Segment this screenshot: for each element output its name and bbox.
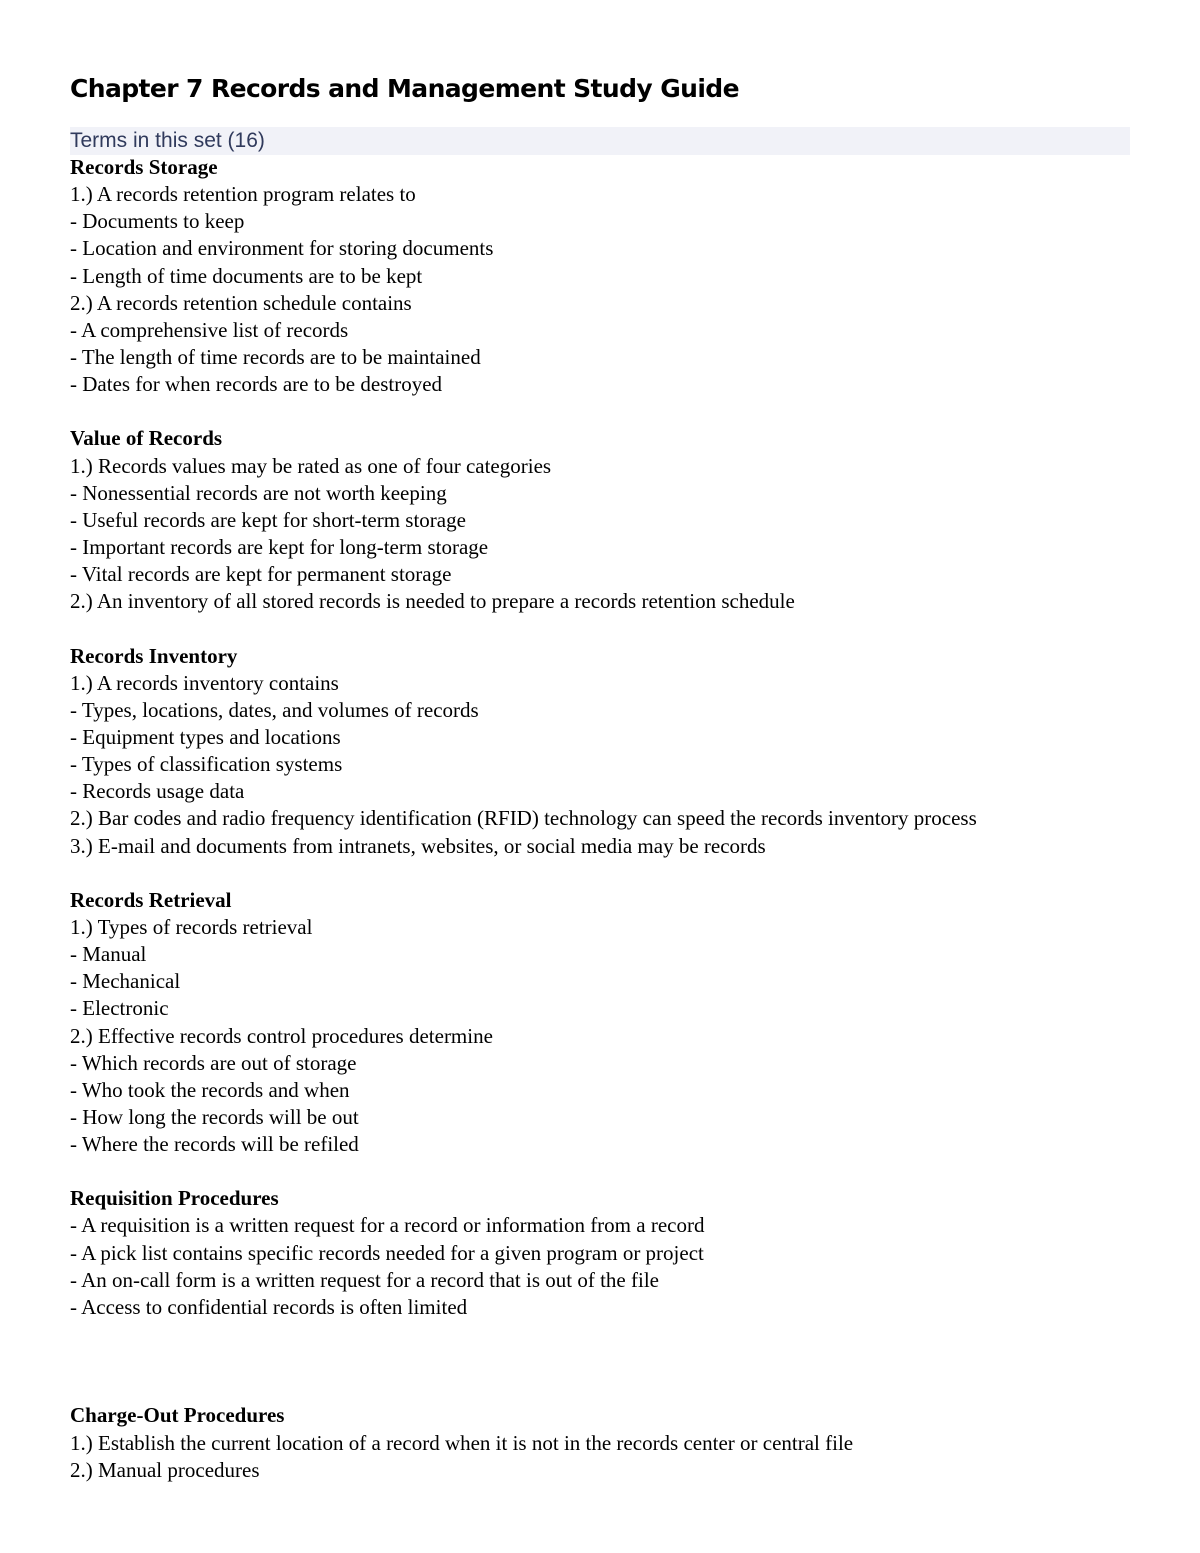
- section-line: - Types, locations, dates, and volumes of records: [70, 697, 479, 722]
- section-records-retrieval: [70, 887, 1190, 1158]
- section-spacer: [70, 1158, 1190, 1185]
- section-line: - Nonessential records are not worth keeping: [70, 480, 447, 505]
- section-title: Records Retrieval: [70, 887, 232, 912]
- section-line: - Length of time documents are to be kept: [70, 263, 423, 288]
- section-title: Requisition Procedures: [70, 1186, 279, 1211]
- document-title: Chapter 7 Records and Management Study Guide: [70, 74, 739, 103]
- section-title: Records Inventory: [70, 643, 238, 668]
- section-line: - Records usage data: [70, 779, 245, 804]
- section-line: - Manual: [70, 942, 147, 967]
- section-line: 2.) Manual procedures: [70, 1457, 260, 1482]
- section-line: - Types of classification systems: [70, 752, 343, 777]
- section-title: Charge-Out Procedures: [70, 1403, 285, 1428]
- section-spacer: [70, 860, 1190, 887]
- section-line: - Which records are out of storage: [70, 1050, 357, 1075]
- section-line: 1.) A records retention program relates to: [70, 182, 416, 207]
- section-spacer: [70, 615, 1190, 642]
- section-line: - Important records are kept for long-term storage: [70, 534, 489, 559]
- section-line: - How long the records will be out: [70, 1104, 359, 1129]
- study-guide-body: [70, 154, 1190, 1484]
- section-line: - Equipment types and locations: [70, 724, 341, 749]
- section-line: - A pick list contains specific records needed for a given program or project: [70, 1240, 704, 1265]
- section-line: 1.) Establish the current location of a record when it is not in the records center or central file: [70, 1430, 854, 1455]
- section-line: - Dates for when records are to be destroyed: [70, 372, 443, 397]
- section-line: 2.) Bar codes and radio frequency identification (RFID) technology can speed the records inventory process: [70, 806, 977, 831]
- section-requisition-procedures: [70, 1185, 1190, 1321]
- section-line: 2.) Effective records control procedures determine: [70, 1023, 493, 1048]
- terms-set-heading: Terms in this set (16): [70, 129, 265, 152]
- section-title: Records Storage: [70, 155, 218, 179]
- section-line: - A comprehensive list of records: [70, 317, 349, 342]
- section-line: - Who took the records and when: [70, 1077, 350, 1102]
- section-line: 1.) A records inventory contains: [70, 670, 339, 695]
- section-line: 3.) E-mail and documents from intranets, websites, or social media may be records: [70, 833, 766, 858]
- section-line: - Where the records will be refiled: [70, 1132, 359, 1157]
- section-line: - Electronic: [70, 996, 169, 1021]
- section-line: - A requisition is a written request for a record or information from a record: [70, 1213, 705, 1238]
- section-charge-out-procedures: [70, 1402, 1190, 1483]
- section-line: - Vital records are kept for permanent storage: [70, 562, 452, 587]
- section-line: - Documents to keep: [70, 209, 245, 234]
- section-line: - Mechanical: [70, 969, 181, 994]
- section-spacer: [70, 398, 1190, 425]
- section-value-of-records: [70, 425, 1190, 615]
- section-line: - Useful records are kept for short-term storage: [70, 507, 466, 532]
- section-spacer: [70, 1321, 1190, 1402]
- section-records-inventory: [70, 643, 1190, 860]
- section-records-storage: [70, 154, 1190, 398]
- section-title: Value of Records: [70, 426, 223, 451]
- section-line: - Access to confidential records is often limited: [70, 1294, 468, 1319]
- section-line: - Location and environment for storing documents: [70, 236, 494, 261]
- section-line: - The length of time records are to be maintained: [70, 344, 481, 369]
- section-line: - An on-call form is a written request for a record that is out of the file: [70, 1267, 659, 1292]
- section-line: 2.) A records retention schedule contains: [70, 290, 412, 315]
- section-line: 2.) An inventory of all stored records is needed to prepare a records retention schedule: [70, 589, 795, 614]
- section-line: 1.) Records values may be rated as one of four categories: [70, 453, 552, 478]
- section-line: 1.) Types of records retrieval: [70, 914, 313, 939]
